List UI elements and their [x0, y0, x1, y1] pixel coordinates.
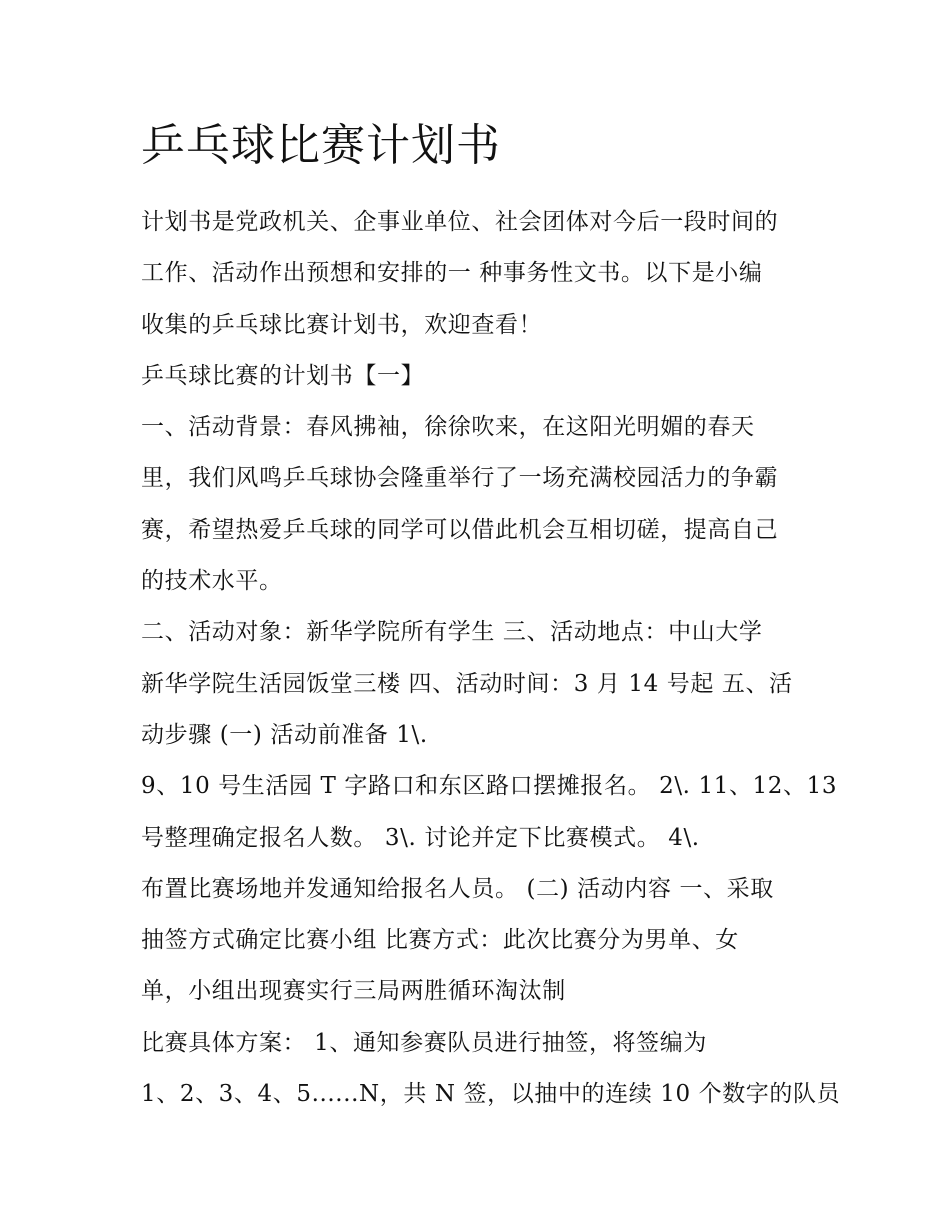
- body-line: 收集的乒乓球比赛计划书，欢迎查看！: [141, 311, 543, 338]
- body-line: 二、活动对象：新华学院所有学生 三、活动地点：中山大学: [141, 619, 763, 646]
- body-line: 动步骤 (一) 活动前准备 1\.: [141, 721, 428, 748]
- body-line: 计划书是党政机关、企事业单位、社会团体对今后一段时间的: [141, 209, 779, 235]
- body-line: 工作、活动作出预想和安排的一 种事务性文书。以下是小编: [141, 260, 763, 287]
- body-line: 抽签方式确定比赛小组 比赛方式：此次比赛分为男单、女: [141, 927, 739, 954]
- body-line: 比赛具体方案： 1、通知参赛队员进行抽签，将签编为: [141, 1029, 707, 1056]
- body-line: 的技术水平。: [141, 568, 283, 595]
- body-line: 一、活动背景：春风拂袖，徐徐吹来，在这阳光明媚的春天: [141, 414, 755, 441]
- section-heading: 乒乓球比赛的计划书【一】: [141, 362, 425, 389]
- body-line: 单，小组出现赛实行三局两胜循环淘汰制: [141, 978, 566, 1005]
- document-body: [141, 197, 841, 1120]
- document-title: 乒乓球比赛计划书: [141, 120, 501, 171]
- body-line: 9、10 号生活园 T 字路口和东区路口摆摊报名。 2\. 11、12、13: [141, 773, 838, 800]
- body-line: 里，我们风鸣乒乓球协会隆重举行了一场充满校园活力的争霸: [141, 465, 779, 492]
- body-line: 新华学院生活园饭堂三楼 四、活动时间：3 月 14 号起 五、活: [141, 670, 793, 697]
- body-line: 1、2、3、4、5......N，共 N 签，以抽中的连续 10 个数字的队员: [141, 1081, 841, 1108]
- body-line: 号整理确定报名人数。 3\. 讨论并定下比赛模式。 4\.: [141, 824, 700, 851]
- body-line: 赛，希望热爱乒乓球的同学可以借此机会互相切磋，提高自己: [141, 516, 779, 543]
- body-line: 布置比赛场地并发通知给报名人员。 (二) 活动内容 一、采取: [141, 875, 774, 902]
